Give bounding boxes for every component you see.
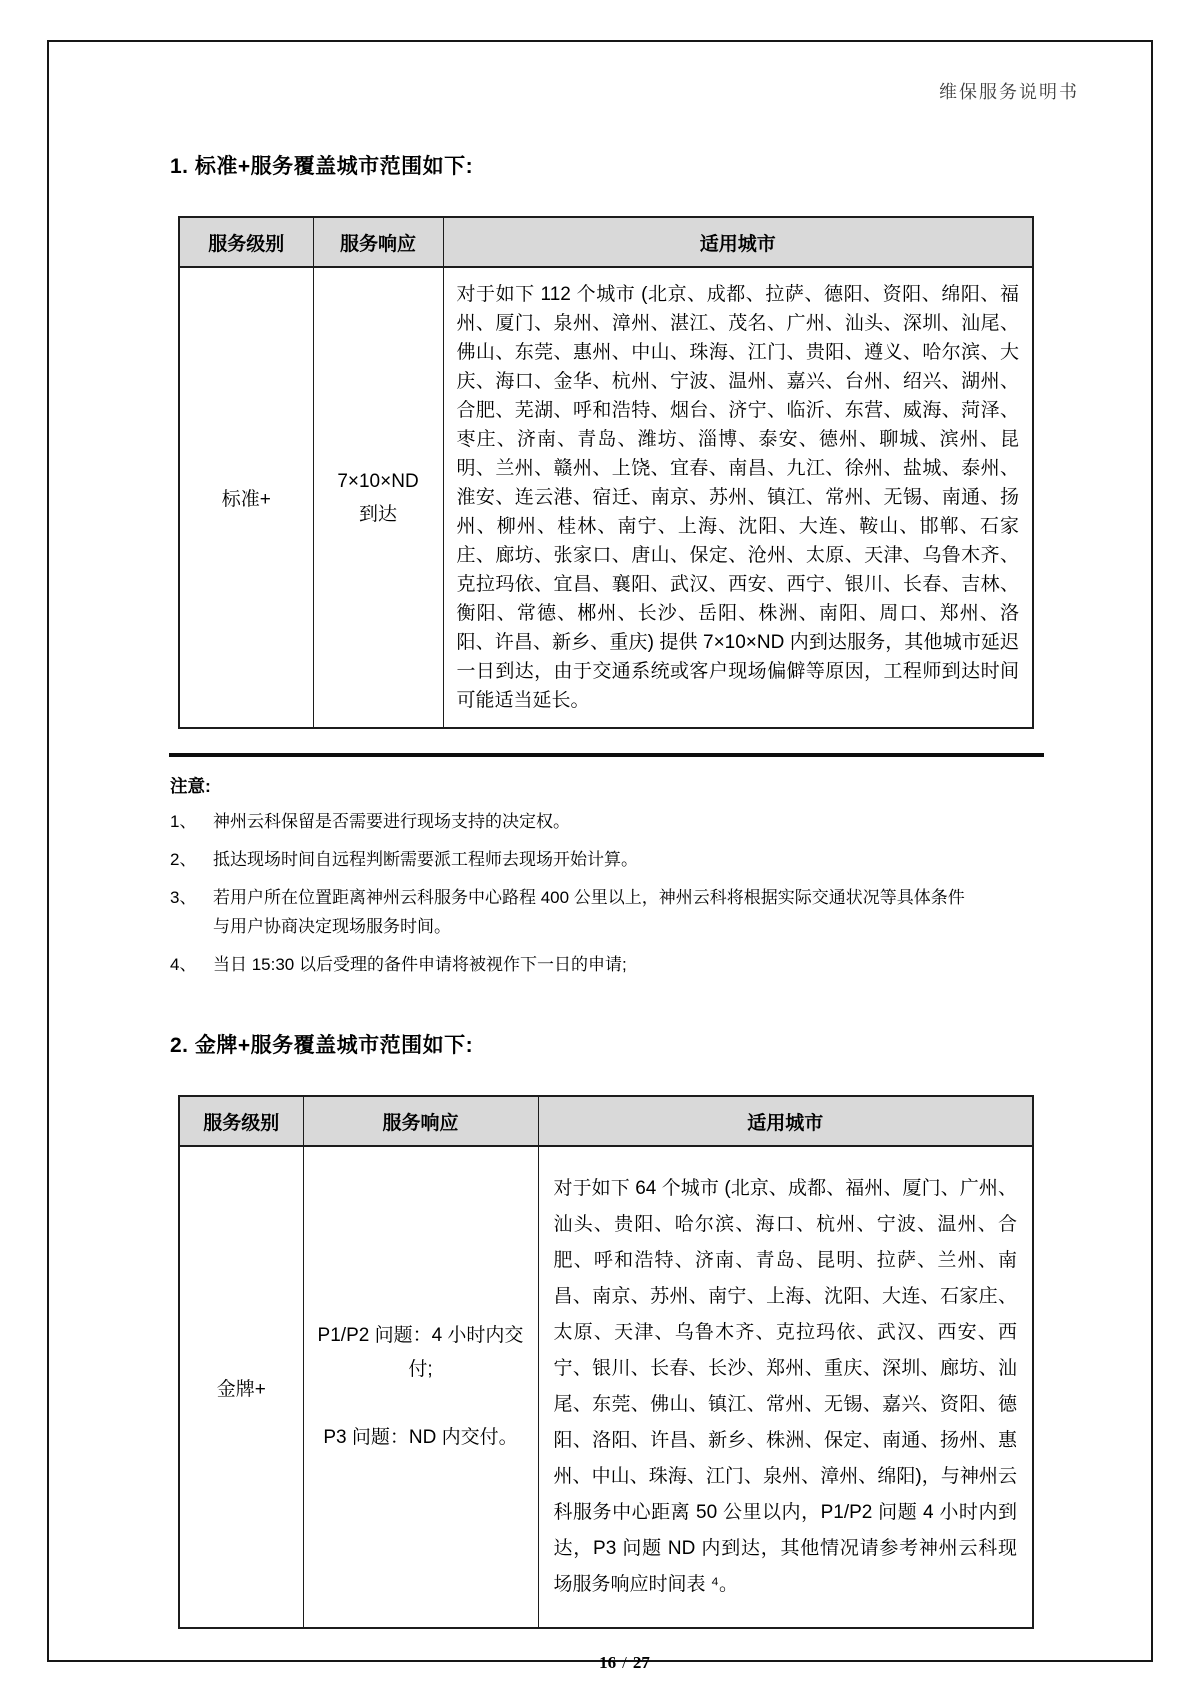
note-number: 1、 bbox=[170, 812, 197, 831]
note-number: 4、 bbox=[170, 955, 197, 974]
table1-header-row bbox=[179, 217, 1033, 267]
table1-col-service-response: 服务响应 bbox=[313, 217, 443, 267]
table2-service-response bbox=[303, 1146, 538, 1628]
table1-response-line2: 到达 bbox=[358, 503, 397, 525]
table2-header-row bbox=[179, 1096, 1033, 1146]
page-number-current: 16 bbox=[599, 1653, 617, 1672]
page-border bbox=[47, 40, 1153, 1672]
note-text: 当日 15:30 以后受理的备件申请将被视作下一日的申请; bbox=[213, 955, 627, 974]
standard-plus-table bbox=[178, 216, 1034, 729]
table1-cities-text: 对于如下 112 个城市 (北京、成都、拉萨、德阳、资阳、绵阳、福州、厦门、泉州、漳州、湛江、茂名、广州、汕头、深圳、汕尾、佛山、东莞、惠州、中山、珠海、江门、贵阳、遵义、哈尔滨、大庆、海口、金华、杭州、宁波、温州、嘉兴、台州、绍兴、湖州、合肥、芜湖、呼和浩特、烟台、济宁、临沂、东营、威海、菏泽、枣庄、济南、青岛、潍坊、淄博、泰安、德州、聊城、滨州、昆明、兰州、赣州、上饶、宜春、南昌、九江、徐州、盐城、泰州、淮安、连云港、宿迁、南京、苏州、镇江、常州、无锡、南通、扬州、柳州、桂林、南宁、上海、沈阳、大连、鞍山、邯郸、石家庄、廊坊、张家口、唐山、保定、沧州、太原、天津、乌鲁木齐、克拉玛依、宜昌、襄阳、武汉、西安、西宁、银川、长春、吉林、衡阳、常德、郴州、长沙、岳阳、株洲、南阳、周口、郑州、洛阳、许昌、新乡、重庆) 提供 7×10×ND 内到达服务，其他城市延迟一日到达，由于交通系统或客户现场偏僻等原因，工程师到达时间可能适当延长。 bbox=[443, 267, 1033, 728]
note-number: 3、 bbox=[170, 888, 197, 907]
table1-service-level: 标准+ bbox=[179, 267, 313, 728]
table2-col-service-response: 服务响应 bbox=[303, 1096, 538, 1146]
note-item-1 bbox=[170, 807, 970, 836]
table2-row-gold-plus bbox=[179, 1146, 1033, 1628]
note-item-3 bbox=[170, 883, 970, 941]
note-item-2 bbox=[170, 845, 970, 874]
table2-response-p3: P3 问题：ND 内交付。 bbox=[323, 1427, 518, 1448]
section1-title: 1. 标准+服务覆盖城市范围如下: bbox=[170, 155, 474, 178]
table1-service-response bbox=[313, 267, 443, 728]
gold-plus-table bbox=[178, 1095, 1034, 1629]
page-number-total: 27 bbox=[632, 1653, 650, 1672]
section-divider-rule bbox=[169, 753, 1044, 757]
table1-row-standard-plus bbox=[179, 267, 1033, 728]
table1-col-service-level: 服务级别 bbox=[179, 217, 313, 267]
document-header bbox=[170, 78, 1079, 104]
table2-response-p1p2: P1/P2 问题：4 小时内交付; bbox=[317, 1325, 524, 1380]
section2-title: 2. 金牌+服务覆盖城市范围如下: bbox=[170, 1034, 474, 1057]
doc-title: 维保服务说明书 bbox=[939, 82, 1079, 102]
table2-col-service-level: 服务级别 bbox=[179, 1096, 303, 1146]
table2-col-cities: 适用城市 bbox=[538, 1096, 1033, 1146]
table1-response-line1: 7×10×ND bbox=[337, 470, 419, 492]
notes-section bbox=[170, 773, 970, 979]
notes-label: 注意: bbox=[170, 776, 211, 796]
note-item-4 bbox=[170, 950, 970, 979]
note-text: 若用户所在位置距离神州云科服务中心路程 400 公里以上，神州云科将根据实际交通状况等具体条件与用户协商决定现场服务时间。 bbox=[213, 888, 965, 936]
note-text: 神州云科保留是否需要进行现场支持的决定权。 bbox=[213, 812, 570, 831]
note-text: 抵达现场时间自远程判断需要派工程师去现场开始计算。 bbox=[213, 850, 638, 869]
note-number: 2、 bbox=[170, 850, 197, 869]
page-footer bbox=[170, 1653, 1079, 1673]
page-number-separator: / bbox=[622, 1653, 627, 1672]
table1-col-cities: 适用城市 bbox=[443, 217, 1033, 267]
page-content bbox=[49, 78, 1151, 1673]
table2-cities-text: 对于如下 64 个城市 (北京、成都、福州、厦门、广州、汕头、贵阳、哈尔滨、海口、杭州、宁波、温州、合肥、呼和浩特、济南、青岛、昆明、拉萨、兰州、南昌、南京、苏州、南宁、上海、沈阳、大连、石家庄、太原、天津、乌鲁木齐、克拉玛依、武汉、西安、西宁、银川、长春、长沙、郑州、重庆、深圳、廊坊、汕尾、东莞、佛山、镇江、常州、无锡、嘉兴、资阳、德阳、洛阳、许昌、新乡、株洲、保定、南通、扬州、惠州、中山、珠海、江门、泉州、漳州、绵阳)，与神州云科服务中心距离 50 公里以内，P1/P2 问题 4 小时内到达，P3 问题 ND 内到达，其他情况请参考神州云科现场服务响应时间表 ⁴。 bbox=[538, 1146, 1033, 1628]
table2-service-level: 金牌+ bbox=[179, 1146, 303, 1628]
